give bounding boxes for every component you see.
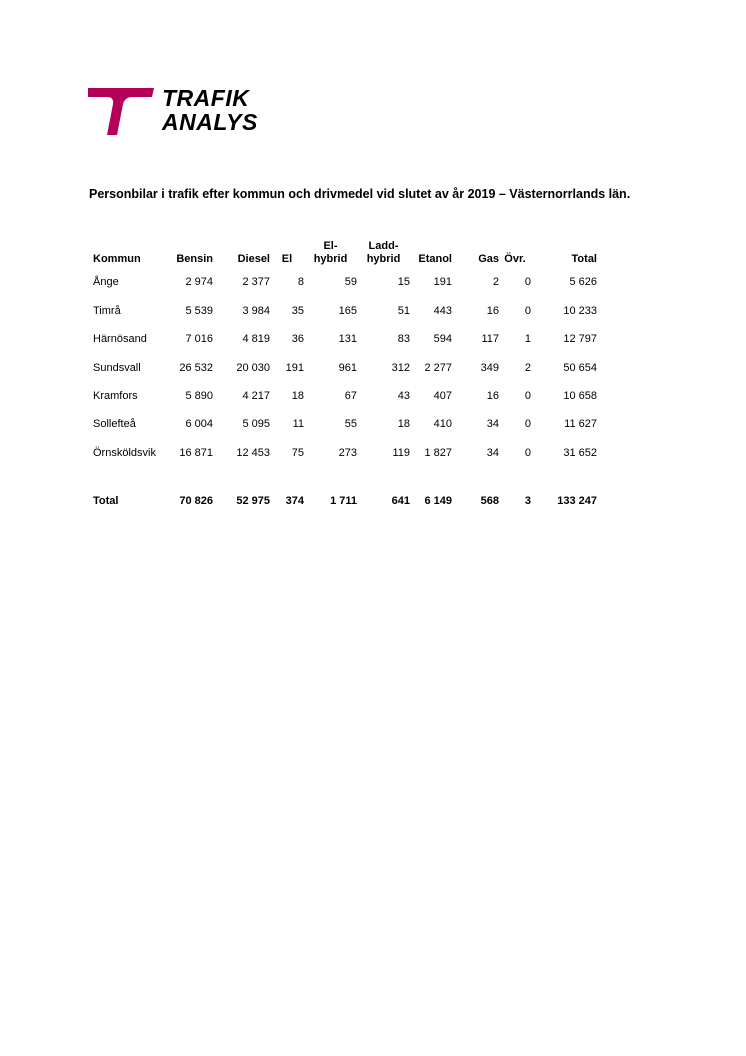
total-diesel: 52 975 [236, 494, 270, 507]
table-row [89, 325, 597, 353]
logo-word-analys: ANALYS [162, 109, 258, 135]
total-kommun: Total [93, 494, 119, 507]
header-kommun: Kommun [93, 253, 141, 265]
cell-el-hybrid: 165 [338, 305, 357, 318]
cell-total: 12 797 [563, 333, 597, 346]
cell-etanol: 594 [433, 333, 452, 346]
header-diesel: Diesel [237, 253, 270, 265]
cell-diesel: 20 030 [236, 361, 270, 374]
cell-gas: 16 [486, 305, 499, 318]
cell-ladd-hybrid: 83 [397, 333, 410, 346]
cell-total: 10 233 [563, 305, 597, 318]
table-header [89, 234, 597, 267]
cell-gas: 117 [481, 333, 499, 346]
cell-gas: 34 [486, 418, 499, 431]
cell-total: 50 654 [563, 361, 597, 374]
total-bensin: 70 826 [179, 494, 213, 507]
cell-kommun: Kramfors [93, 390, 138, 403]
cell-etanol: 407 [433, 390, 452, 403]
table-row [89, 438, 597, 466]
cell-ovr: 0 [524, 276, 531, 288]
cell-el-hybrid: 59 [344, 276, 357, 288]
header-gas: Gas [478, 253, 499, 265]
cell-ladd-hybrid: 51 [397, 305, 410, 318]
cell-ladd-hybrid: 43 [397, 390, 410, 403]
cell-gas: 349 [480, 361, 499, 374]
cell-kommun: Sundsvall [93, 361, 141, 374]
table-row [89, 297, 597, 325]
trafikanalys-t-logo-icon [88, 86, 156, 138]
cell-etanol: 443 [433, 305, 452, 318]
cell-diesel: 2 377 [242, 276, 270, 288]
cell-diesel: 4 819 [242, 333, 270, 346]
cell-diesel: 12 453 [236, 446, 270, 459]
cell-etanol: 191 [433, 276, 452, 288]
table-row [89, 382, 597, 410]
cell-el-hybrid: 273 [338, 446, 357, 459]
header-ladd-hybrid: Ladd- hybrid [366, 240, 401, 265]
cell-total: 5 626 [569, 276, 597, 288]
cell-bensin: 5 539 [185, 305, 213, 318]
total-total: 133 247 [557, 494, 597, 507]
cell-el-hybrid: 131 [338, 333, 357, 346]
cell-gas: 16 [486, 390, 499, 403]
header-total: Total [571, 253, 597, 265]
cell-ladd-hybrid: 15 [397, 276, 410, 288]
cell-el-hybrid: 55 [344, 418, 357, 431]
cell-ovr: 0 [524, 418, 531, 431]
cell-total: 10 658 [563, 390, 597, 403]
header-el-hybrid: El- hybrid [313, 240, 348, 265]
cell-etanol: 2 277 [424, 361, 452, 374]
cell-el: 36 [291, 333, 304, 346]
cell-ovr: 0 [524, 446, 531, 459]
logo-word-trafik: TRAFIK [162, 85, 250, 111]
cell-etanol: 410 [433, 418, 452, 431]
cell-bensin: 2 974 [185, 276, 213, 288]
cell-gas: 2 [492, 276, 499, 288]
cell-kommun: Ånge [93, 276, 119, 288]
cell-diesel: 4 217 [242, 390, 270, 403]
header-ovr: Övr. [504, 253, 526, 265]
cell-diesel: 5 095 [242, 418, 270, 431]
cell-el: 11 [292, 418, 304, 431]
total-etanol: 6 149 [424, 494, 452, 507]
table-row [89, 354, 597, 382]
cell-diesel: 3 984 [242, 305, 270, 318]
cell-bensin: 7 016 [185, 333, 213, 346]
cell-kommun: Timrå [93, 305, 121, 318]
table-row [89, 410, 597, 438]
total-row [89, 467, 597, 511]
total-el: 374 [285, 494, 304, 507]
cell-gas: 34 [486, 446, 499, 459]
cell-ovr: 0 [524, 390, 531, 403]
cell-total: 31 652 [563, 446, 597, 459]
page-title: Personbilar i trafik efter kommun och drivmedel vid slutet av år 2019 – Västernorrlands län. [89, 187, 631, 201]
table-body [89, 267, 597, 467]
cell-ladd-hybrid: 119 [392, 446, 410, 459]
cell-el-hybrid: 961 [338, 361, 357, 374]
table-footer [89, 467, 597, 511]
cell-el: 75 [291, 446, 304, 459]
trafikanalys-logo [88, 86, 258, 138]
total-ovr: 3 [524, 494, 531, 507]
cell-bensin: 5 890 [185, 390, 213, 403]
cell-bensin: 26 532 [179, 361, 213, 374]
cell-el-hybrid: 67 [344, 390, 357, 403]
cell-el: 191 [285, 361, 304, 374]
total-el-hybrid: 1 711 [330, 494, 357, 507]
cell-ovr: 0 [524, 305, 531, 318]
header-etanol: Etanol [418, 253, 452, 265]
cell-ovr: 1 [524, 333, 531, 346]
total-ladd-hybrid: 641 [391, 494, 410, 507]
vehicle-table [89, 234, 597, 511]
cell-kommun: Örnsköldsvik [93, 446, 156, 459]
header-bensin: Bensin [176, 253, 213, 265]
cell-kommun: Härnösand [93, 333, 147, 346]
cell-bensin: 6 004 [185, 418, 213, 431]
cell-el: 18 [291, 390, 304, 403]
cell-ladd-hybrid: 312 [391, 361, 410, 374]
cell-ovr: 2 [524, 361, 531, 374]
header-row [89, 234, 597, 267]
cell-bensin: 16 871 [179, 446, 213, 459]
header-el: El [281, 253, 293, 265]
cell-etanol: 1 827 [424, 446, 452, 459]
cell-total: 11 627 [564, 418, 597, 431]
cell-el: 8 [297, 276, 304, 288]
cell-ladd-hybrid: 18 [397, 418, 410, 431]
total-gas: 568 [480, 494, 499, 507]
cell-el: 35 [291, 305, 304, 318]
cell-kommun: Sollefteå [93, 418, 136, 431]
table-row [89, 267, 597, 297]
